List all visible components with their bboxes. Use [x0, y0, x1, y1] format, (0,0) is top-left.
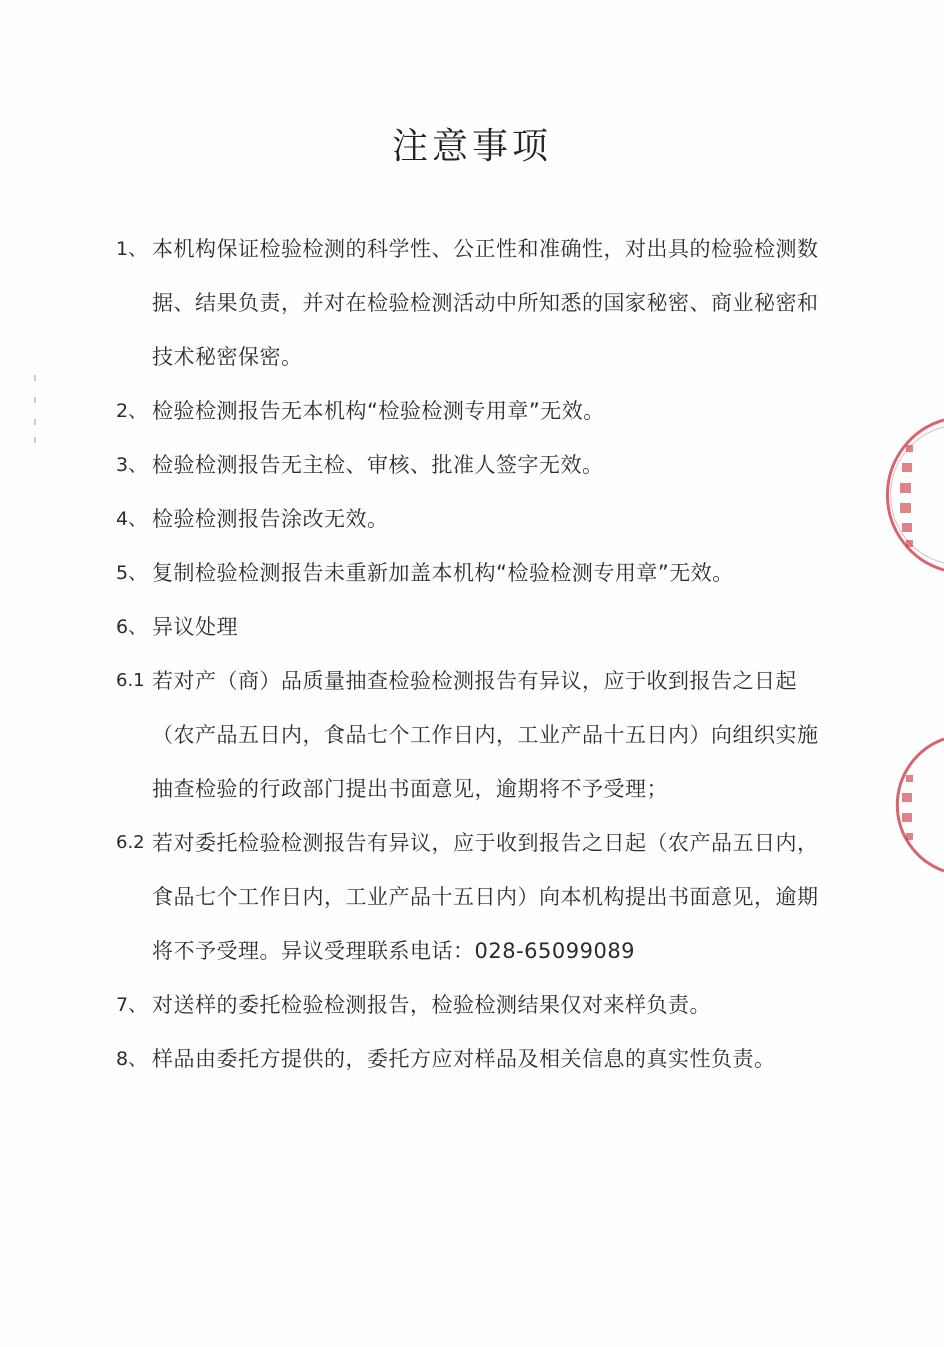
notice-item-4	[116, 492, 836, 546]
item-text: 复制检验检测报告未重新加盖本机构“检验检测专用章”无效。	[152, 561, 734, 585]
item-text: 异议处理	[152, 615, 238, 639]
item-text: 对送样的委托检验检测报告，检验检测结果仅对来样负责。	[152, 993, 711, 1017]
item-number: 6.1	[116, 670, 145, 691]
notice-item-6-2	[116, 816, 836, 978]
item-number: 4、	[116, 508, 148, 530]
notice-item-8	[116, 1032, 836, 1086]
item-number: 1、	[116, 238, 148, 260]
binding-marks	[30, 375, 40, 445]
seal-stamp-upper	[884, 415, 944, 575]
item-text: 检验检测报告无本机构“检验检测专用章”无效。	[152, 399, 605, 423]
item-text: 本机构保证检验检测的科学性、公正性和准确性，对出具的检验检测数据、结果负责，并对在检验检测活动中所知悉的国家秘密、商业秘密和技术秘密保密。	[152, 237, 819, 369]
notice-item-3	[116, 438, 836, 492]
item-text: 若对委托检验检测报告有异议，应于收到报告之日起（农产品五日内，食品七个工作日内，工业产品十五日内）向本机构提出书面意见，逾期将不予受理。异议受理联系电话：028-65099089	[152, 831, 819, 963]
item-number: 5、	[116, 562, 148, 584]
seal-stamp-lower	[884, 735, 944, 875]
notice-item-6	[116, 600, 836, 654]
item-text: 检验检测报告无主检、审核、批准人签字无效。	[152, 453, 604, 477]
item-number: 2、	[116, 400, 148, 422]
item-text: 样品由委托方提供的，委托方应对样品及相关信息的真实性负责。	[152, 1047, 776, 1071]
notice-item-5	[116, 546, 836, 600]
item-text: 若对产（商）品质量抽查检验检测报告有异议，应于收到报告之日起（农产品五日内，食品七个工作日内，工业产品十五日内）向组织实施抽查检验的行政部门提出书面意见，逾期将不予受理；	[152, 669, 819, 801]
item-number: 8、	[116, 1048, 148, 1070]
item-number: 6.2	[116, 832, 145, 853]
item-text: 检验检测报告涂改无效。	[152, 507, 389, 531]
notice-item-1	[116, 222, 836, 384]
notice-list	[116, 222, 836, 1086]
item-number: 6、	[116, 616, 148, 638]
page-title: 注意事项	[391, 126, 552, 167]
notice-item-6-1	[116, 654, 836, 816]
item-number: 3、	[116, 454, 148, 476]
item-number: 7、	[116, 994, 148, 1016]
notice-item-7	[116, 978, 836, 1032]
notice-item-2	[116, 384, 836, 438]
